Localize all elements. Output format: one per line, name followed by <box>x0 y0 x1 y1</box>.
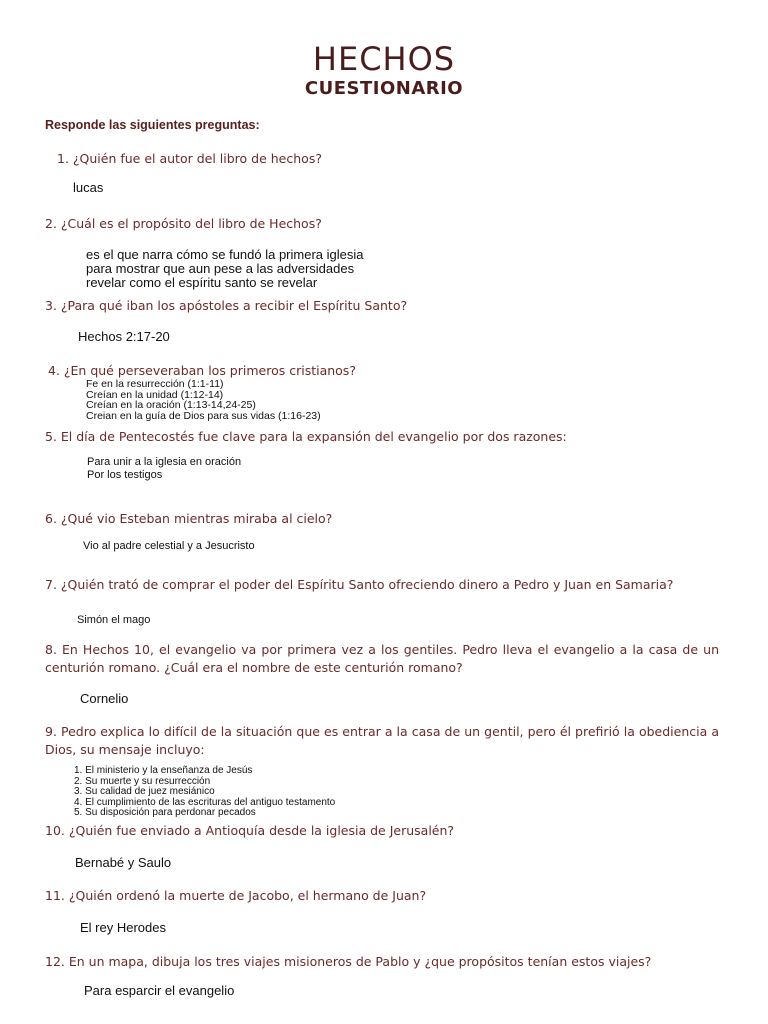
answer-9-item: 3. Su calidad de juez mesiánico <box>74 786 215 797</box>
answer-2-line: revelar como el espíritu santo se revelar <box>86 275 318 290</box>
question-2: 2. ¿Cuál es el propósito del libro de Hechos? <box>45 216 322 231</box>
answer-4-line: Creían en la oración (1:13-14,24-25) <box>86 399 256 411</box>
page-title: HECHOS <box>312 40 456 78</box>
question-12: 12. En un mapa, dibuja los tres viajes misioneros de Pablo y ¿que propósitos tenían estos viajes? <box>45 954 652 969</box>
answer-6: Vio al padre celestial y a Jesucristo <box>83 540 255 552</box>
answer-2-block <box>86 248 363 290</box>
answer-5-line: Para unir a la iglesia en oración <box>87 456 242 468</box>
answer-4-block <box>86 379 321 421</box>
answer-11: El rey Herodes <box>80 920 166 935</box>
answer-9-item: 1. El ministerio y la enseñanza de Jesús <box>74 765 253 776</box>
answer-3: Hechos 2:17-20 <box>78 329 170 344</box>
answer-10: Bernabé y Saulo <box>75 855 172 870</box>
question-5: 5. El día de Pentecostés fue clave para la expansión del evangelio por dos razones: <box>45 429 567 444</box>
question-6: 6. ¿Qué vio Esteban mientras miraba al cielo? <box>45 511 333 526</box>
answer-9-list <box>74 766 335 819</box>
answer-5-block <box>87 456 241 482</box>
question-8: 8. En Hechos 10, el evangelio va por primera vez a los gentiles. Pedro lleva el evangelio a la casa de un centurión romano. ¿Cuál era el nombre de este centurión romano? <box>45 642 719 675</box>
answer-4-line: Fe en la resurrección (1:1-11) <box>86 378 224 390</box>
question-3: 3. ¿Para qué iban los apóstoles a recibir el Espíritu Santo? <box>45 298 408 313</box>
page-subtitle: CUESTIONARIO <box>304 78 464 99</box>
question-9: 9. Pedro explica lo difícil de la situación que es entrar a la casa de un gentil, pero él prefirió la obediencia a Dios, su mensaje incluyo: <box>45 724 719 757</box>
answer-9-item: 5. Su disposición para perdonar pecados <box>74 807 256 818</box>
answer-4-line: Creian en la guía de Dios para sus vidas (1:16-23) <box>86 409 321 422</box>
instructions: Responde las siguientes preguntas: <box>45 118 260 132</box>
answer-2-line: es el que narra cómo se fundó la primera iglesia <box>86 247 364 262</box>
question-11: 11. ¿Quién ordenó la muerte de Jacobo, el hermano de Juan? <box>45 888 427 903</box>
answer-2-line: para mostrar que aun pese a las adversidades <box>86 261 355 276</box>
answer-1: lucas <box>73 180 104 195</box>
answer-8: Cornelio <box>80 691 129 706</box>
question-1: 1. ¿Quién fue el autor del libro de hechos? <box>57 151 322 166</box>
answer-9-item: 4. El cumplimiento de las escrituras del antiguo testamento <box>74 796 336 808</box>
question-4: 4. ¿En qué perseveraban los primeros cristianos? <box>48 363 356 378</box>
answer-4-line: Creían en la unidad (1:12-14) <box>86 388 224 401</box>
question-7: 7. ¿Quién trató de comprar el poder del Espíritu Santo ofreciendo dinero a Pedro y Juan en Samaria? <box>45 577 674 592</box>
answer-9-item: 2. Su muerte y su resurrección <box>74 775 211 787</box>
question-10: 10. ¿Quién fue enviado a Antioquía desde la iglesia de Jerusalén? <box>45 823 455 838</box>
answer-12: Para esparcir el evangelio <box>84 983 235 998</box>
answer-5-line: Por los testigos <box>87 469 163 481</box>
answer-7: Simón el mago <box>77 614 151 626</box>
